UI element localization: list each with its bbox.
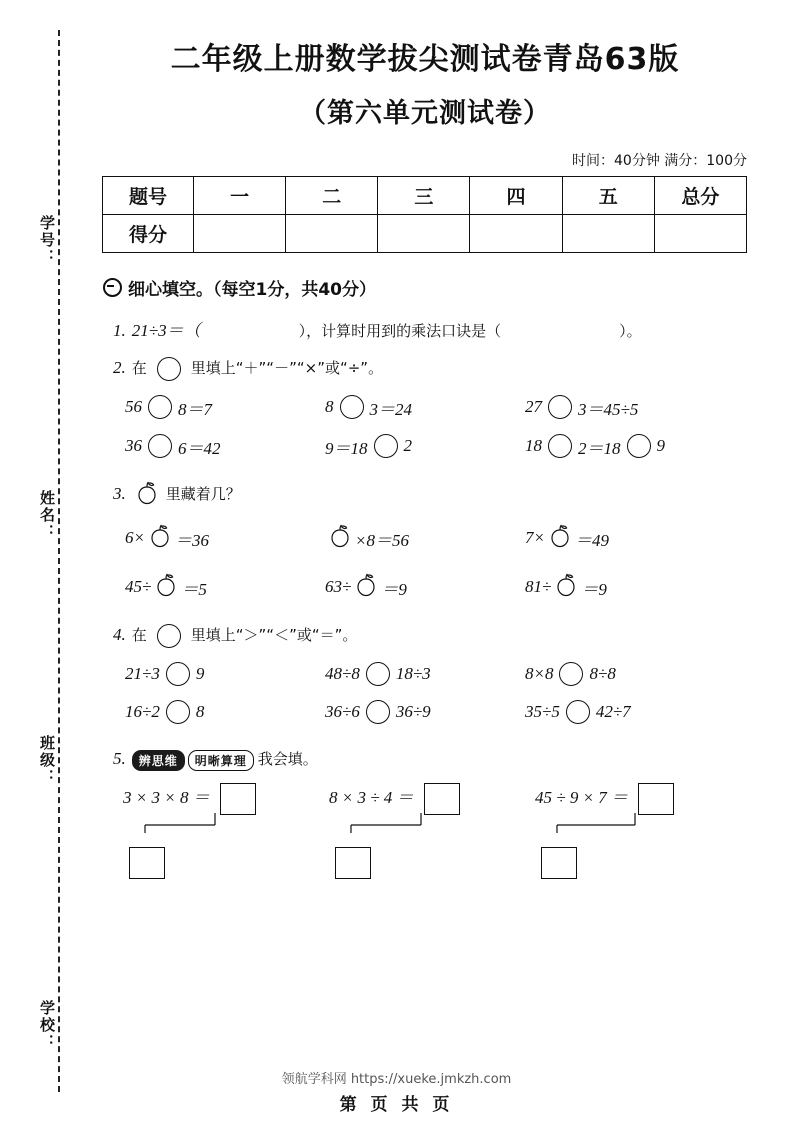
question-4-item: 8×8 8÷8 [525, 662, 725, 686]
question-4-prompt-a: 在 [131, 625, 147, 644]
score-table-header-2: 二 [286, 176, 378, 214]
score-cell-1[interactable] [194, 214, 286, 252]
question-4-item: 16÷2 8 [125, 700, 325, 724]
question-1-middle-text: ），计算时用到的乘法口诀是（ [298, 321, 502, 340]
section-heading-text: 细心填空。（每空1分，共40分） [128, 279, 376, 300]
footer-source-link[interactable]: 领航学科网 https://xueke.jmkzh.com [281, 1072, 512, 1087]
apple-icon[interactable] [329, 524, 351, 553]
question-2-prompt-a: 在 [131, 358, 147, 377]
question-3-item: 63÷ ＝9 [325, 573, 525, 602]
apple-icon[interactable] [555, 573, 577, 602]
answer-box-step[interactable] [335, 847, 371, 879]
answer-circle[interactable] [148, 395, 172, 419]
question-3-item: ×8＝56 [325, 524, 525, 553]
question-2-item: 27 3＝45÷5 [525, 397, 639, 419]
score-cell-5[interactable] [562, 214, 654, 252]
question-5-expression: 3 × 3 × 8 ＝ [123, 783, 256, 815]
question-3-row-1 [125, 524, 755, 553]
score-table-score-label: 得分 [103, 214, 194, 252]
question-2-item: 36 6＝42 [125, 436, 221, 458]
question-3-item: 7× ＝49 [525, 524, 725, 553]
question-1-number: 1. [113, 320, 126, 340]
answer-circle[interactable] [548, 395, 572, 419]
question-5 [113, 748, 755, 771]
answer-circle[interactable] [166, 700, 190, 724]
question-1-end-text: ）。 [619, 321, 642, 340]
table-row [103, 214, 747, 252]
side-label-name: 姓名： [38, 490, 56, 541]
question-4-item: 48÷8 18÷3 [325, 662, 525, 686]
question-4 [113, 624, 755, 648]
score-table-header-5: 五 [562, 176, 654, 214]
question-2-item: 9＝18 2 [325, 436, 412, 458]
score-table-header-4: 四 [470, 176, 562, 214]
apple-icon[interactable] [355, 573, 377, 602]
question-2-row-2 [125, 434, 755, 459]
answer-box-step[interactable] [129, 847, 165, 879]
answer-box-step[interactable] [541, 847, 577, 879]
score-cell-4[interactable] [470, 214, 562, 252]
question-5-expression: 8 × 3 ÷ 4 ＝ [329, 783, 460, 815]
answer-circle[interactable] [374, 434, 398, 458]
question-2-row-1 [125, 395, 755, 420]
question-4-row-1 [125, 662, 755, 686]
question-4-prompt-b: 里填上“＞”“＜”或“＝”。 [190, 625, 358, 644]
answer-circle[interactable] [559, 662, 583, 686]
apple-icon[interactable] [549, 524, 571, 553]
score-cell-total[interactable] [654, 214, 746, 252]
apple-icon[interactable] [149, 524, 171, 553]
question-4-item: 36÷6 36÷9 [325, 700, 525, 724]
answer-circle[interactable] [148, 434, 172, 458]
question-3-number: 3. [113, 484, 126, 503]
score-table-header-total: 总分 [654, 176, 746, 214]
question-5-prompt: 我会填。 [257, 750, 318, 769]
page-title: 二年级上册数学拔尖测试卷青岛63版 [170, 42, 680, 77]
answer-circle[interactable] [166, 662, 190, 686]
side-label-group [24, 30, 58, 1092]
question-5-tags [132, 750, 254, 771]
question-2-item: 56 8＝7 [125, 397, 212, 419]
page-subtitle: （第六单元测试卷） [299, 97, 551, 129]
answer-circle[interactable] [366, 662, 390, 686]
table-row [103, 176, 747, 214]
question-2-item: 18 2＝18 9 [525, 436, 665, 458]
question-3-item: 81÷ ＝9 [525, 573, 725, 602]
badge-reason: 明晰算理 [188, 750, 254, 771]
blank-circle-icon[interactable] [157, 624, 181, 648]
question-3 [113, 481, 755, 510]
question-3-prompt: 里藏着几？ [165, 485, 241, 503]
answer-circle[interactable] [340, 395, 364, 419]
answer-circle[interactable] [548, 434, 572, 458]
question-2 [113, 357, 755, 381]
left-dashed-divider [58, 30, 60, 1092]
question-4-item: 35÷5 42÷7 [525, 700, 725, 724]
blank-circle-icon[interactable] [157, 357, 181, 381]
apple-icon[interactable] [155, 573, 177, 602]
question-1 [113, 316, 755, 341]
score-table-header-3: 三 [378, 176, 470, 214]
question-3-row-2 [125, 573, 755, 602]
side-label-student-number: 学号： [38, 215, 56, 266]
exam-page [95, 0, 755, 875]
answer-circle[interactable] [566, 700, 590, 724]
score-table-header-1: 一 [194, 176, 286, 214]
badge-think: 辨思维 [132, 750, 185, 771]
question-4-item: 21÷3 9 [125, 662, 325, 686]
answer-circle[interactable] [366, 700, 390, 724]
score-cell-3[interactable] [378, 214, 470, 252]
score-table-header-label: 题号 [103, 176, 194, 214]
question-4-number: 4. [113, 624, 126, 644]
question-5-expression: 45 ÷ 9 × 7 ＝ [535, 783, 674, 815]
question-3-item: 6× ＝36 [125, 524, 325, 553]
circle-one-icon [103, 278, 122, 297]
score-cell-2[interactable] [286, 214, 378, 252]
score-table [102, 176, 747, 253]
question-4-row-2 [125, 700, 755, 724]
side-label-school: 学校： [38, 1000, 56, 1051]
answer-circle[interactable] [627, 434, 651, 458]
section-heading-fill-in-blanks [103, 275, 755, 300]
question-5-number: 5. [113, 749, 126, 769]
footer-page-number: 第 页 共 页 [339, 1095, 454, 1115]
exam-meta: 时间：40分钟 满分：100分 [572, 152, 747, 169]
question-3-item: 45÷ ＝5 [125, 573, 325, 602]
side-label-class: 班级： [38, 735, 56, 786]
question-1-expression: 21÷3＝（ [131, 320, 201, 340]
question-2-item: 8 3＝24 [325, 397, 412, 419]
apple-icon [136, 481, 158, 510]
question-5-items [123, 783, 755, 875]
question-2-prompt-b: 里填上“＋”“－”“×”或“÷”。 [190, 358, 384, 377]
question-2-number: 2. [113, 357, 126, 377]
